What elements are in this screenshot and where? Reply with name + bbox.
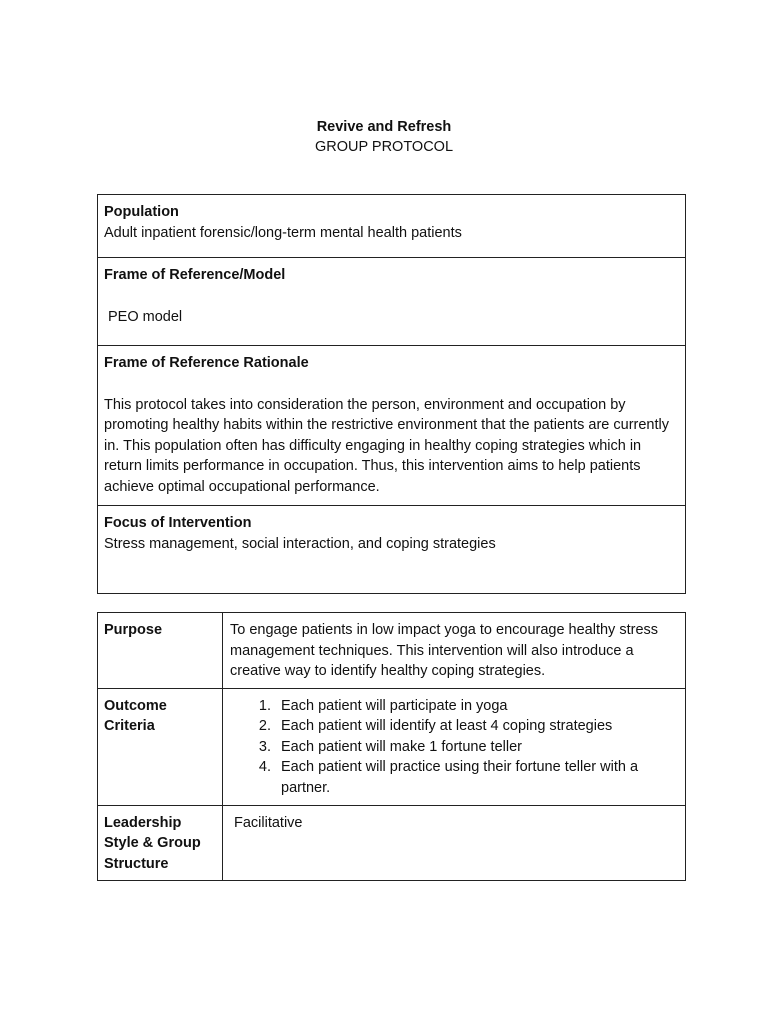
rationale-value: This protocol takes into consideration the person, environment and occupation by promoting healthy habits within the restrictive environment that the patients are currently in. This population often has difficulty engaging in healthy coping strategies which in return limits performance in occupation. Thus, this intervention aims to help patients achieve optimal occupational performance. xyxy=(104,396,669,495)
leadership-value: Facilitative xyxy=(234,814,303,831)
table-row xyxy=(98,613,686,689)
list-item: 2. Each patient will identify at least 4 coping strategies xyxy=(275,716,679,737)
outcome-cell xyxy=(223,688,686,805)
table-row xyxy=(98,805,686,881)
population-cell xyxy=(98,195,686,258)
purpose-value: To engage patients in low impact yoga to encourage healthy stress management techniques. This intervention will also introduce a creative way to identify healthy coping strategies. xyxy=(223,613,686,689)
purpose-label: Purpose xyxy=(98,613,223,689)
table-row xyxy=(98,346,686,506)
focus-cell xyxy=(98,506,686,594)
list-item: 1. Each patient will participate in yoga xyxy=(275,696,679,717)
details-table xyxy=(97,612,686,881)
rationale-cell xyxy=(98,346,686,506)
population-value: Adult inpatient forensic/long-term mental health patients xyxy=(104,224,462,241)
document-title: Revive and Refresh xyxy=(316,119,452,135)
outcome-label: Outcome Criteria xyxy=(98,688,223,805)
focus-label: Focus of Intervention xyxy=(104,515,252,531)
leadership-label: Leadership Style & Group Structure xyxy=(98,805,223,881)
frame-of-reference-value: PEO model xyxy=(108,308,183,325)
document-subtitle: GROUP PROTOCOL xyxy=(314,139,454,155)
table-row xyxy=(98,688,686,805)
leadership-cell xyxy=(223,805,686,881)
list-item: 3. Each patient will make 1 fortune teller xyxy=(275,737,679,758)
table-row xyxy=(98,258,686,346)
table-row xyxy=(98,195,686,258)
population-label: Population xyxy=(104,204,179,220)
table-row xyxy=(98,506,686,594)
frame-of-reference-label: Frame of Reference/Model xyxy=(104,267,286,283)
focus-value: Stress management, social interaction, and coping strategies xyxy=(104,535,496,552)
list-item: 4. Each patient will practice using their fortune teller with a partner. xyxy=(275,757,679,798)
outcome-list xyxy=(230,696,679,799)
frame-of-reference-cell xyxy=(98,258,686,346)
protocol-table xyxy=(97,194,686,594)
rationale-label: Frame of Reference Rationale xyxy=(104,355,309,371)
